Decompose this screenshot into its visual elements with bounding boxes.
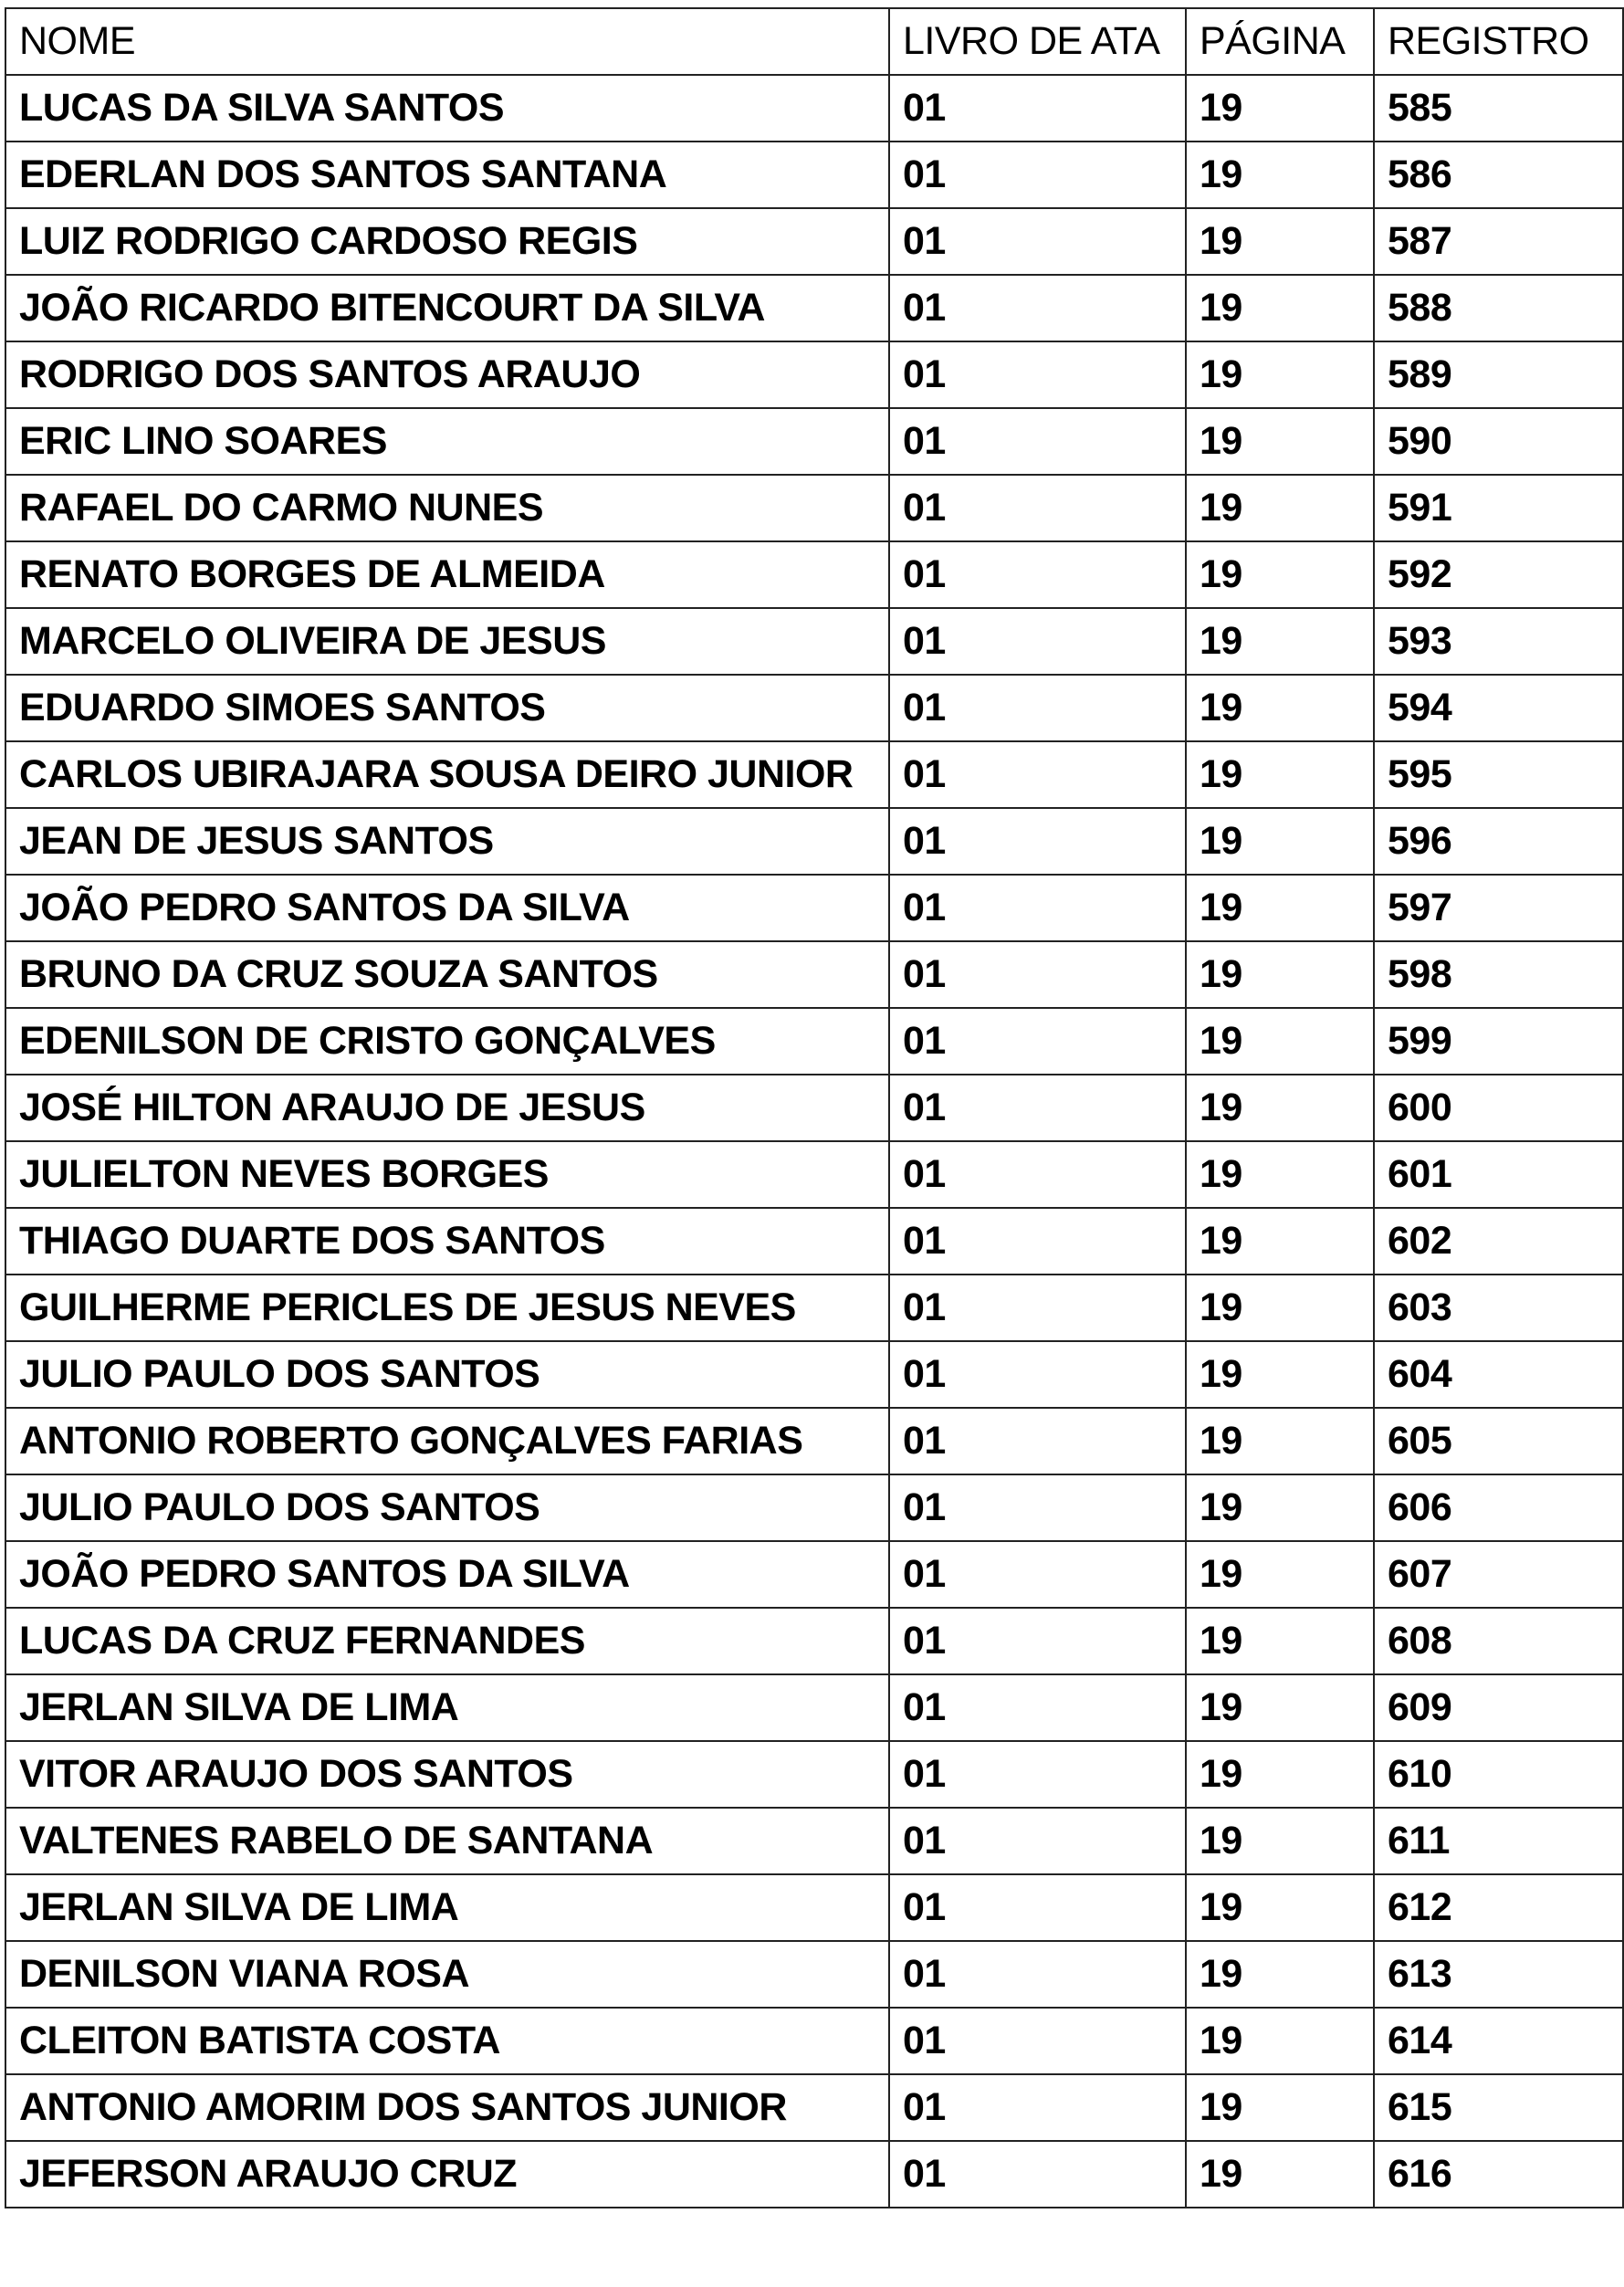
cell-livro-de-ata: 01 bbox=[889, 1941, 1186, 2008]
cell-pagina: 19 bbox=[1186, 1008, 1374, 1075]
cell-nome: ERIC LINO SOARES bbox=[5, 408, 889, 475]
cell-livro-de-ata: 01 bbox=[889, 142, 1186, 208]
cell-nome: JULIO PAULO DOS SANTOS bbox=[5, 1474, 889, 1541]
cell-registro: 607 bbox=[1374, 1541, 1623, 1608]
cell-pagina: 19 bbox=[1186, 1275, 1374, 1341]
cell-pagina: 19 bbox=[1186, 2141, 1374, 2208]
table-row bbox=[5, 941, 1623, 1008]
cell-registro: 609 bbox=[1374, 1674, 1623, 1741]
table-row bbox=[5, 541, 1623, 608]
cell-nome: JOÃO RICARDO BITENCOURT DA SILVA bbox=[5, 275, 889, 341]
cell-livro-de-ata: 01 bbox=[889, 2008, 1186, 2074]
cell-livro-de-ata: 01 bbox=[889, 741, 1186, 808]
cell-livro-de-ata: 01 bbox=[889, 1408, 1186, 1474]
cell-nome: CARLOS UBIRAJARA SOUSA DEIRO JUNIOR bbox=[5, 741, 889, 808]
header-nome: NOME bbox=[5, 8, 889, 75]
cell-registro: 595 bbox=[1374, 741, 1623, 808]
cell-nome: EDUARDO SIMOES SANTOS bbox=[5, 675, 889, 741]
cell-nome: JULIELTON NEVES BORGES bbox=[5, 1141, 889, 1208]
cell-nome: JOÃO PEDRO SANTOS DA SILVA bbox=[5, 875, 889, 941]
cell-registro: 589 bbox=[1374, 341, 1623, 408]
cell-pagina: 19 bbox=[1186, 1808, 1374, 1874]
cell-nome: JOÃO PEDRO SANTOS DA SILVA bbox=[5, 1541, 889, 1608]
cell-pagina: 19 bbox=[1186, 341, 1374, 408]
cell-livro-de-ata: 01 bbox=[889, 2074, 1186, 2141]
cell-pagina: 19 bbox=[1186, 1474, 1374, 1541]
table-row bbox=[5, 1008, 1623, 1075]
cell-livro-de-ata: 01 bbox=[889, 541, 1186, 608]
table-row bbox=[5, 1674, 1623, 1741]
table-row bbox=[5, 1208, 1623, 1275]
cell-nome: LUIZ RODRIGO CARDOSO REGIS bbox=[5, 208, 889, 275]
cell-livro-de-ata: 01 bbox=[889, 941, 1186, 1008]
table-row bbox=[5, 1874, 1623, 1941]
cell-livro-de-ata: 01 bbox=[889, 1341, 1186, 1408]
cell-registro: 615 bbox=[1374, 2074, 1623, 2141]
table-row bbox=[5, 142, 1623, 208]
cell-nome: VALTENES RABELO DE SANTANA bbox=[5, 1808, 889, 1874]
table-row bbox=[5, 808, 1623, 875]
cell-registro: 599 bbox=[1374, 1008, 1623, 1075]
table-row bbox=[5, 1075, 1623, 1141]
table-row bbox=[5, 1541, 1623, 1608]
cell-livro-de-ata: 01 bbox=[889, 1541, 1186, 1608]
cell-nome: BRUNO DA CRUZ SOUZA SANTOS bbox=[5, 941, 889, 1008]
cell-registro: 588 bbox=[1374, 275, 1623, 341]
cell-pagina: 19 bbox=[1186, 875, 1374, 941]
table-row bbox=[5, 208, 1623, 275]
cell-livro-de-ata: 01 bbox=[889, 1874, 1186, 1941]
cell-registro: 606 bbox=[1374, 1474, 1623, 1541]
header-pagina: PÁGINA bbox=[1186, 8, 1374, 75]
cell-pagina: 19 bbox=[1186, 475, 1374, 541]
cell-registro: 603 bbox=[1374, 1275, 1623, 1341]
table-row bbox=[5, 1741, 1623, 1808]
cell-livro-de-ata: 01 bbox=[889, 208, 1186, 275]
cell-registro: 592 bbox=[1374, 541, 1623, 608]
cell-pagina: 19 bbox=[1186, 408, 1374, 475]
cell-nome: THIAGO DUARTE DOS SANTOS bbox=[5, 1208, 889, 1275]
cell-registro: 590 bbox=[1374, 408, 1623, 475]
table-row bbox=[5, 2141, 1623, 2208]
cell-registro: 613 bbox=[1374, 1941, 1623, 2008]
cell-registro: 594 bbox=[1374, 675, 1623, 741]
table-row bbox=[5, 341, 1623, 408]
cell-nome: RAFAEL DO CARMO NUNES bbox=[5, 475, 889, 541]
cell-pagina: 19 bbox=[1186, 675, 1374, 741]
table-row bbox=[5, 1341, 1623, 1408]
table-row bbox=[5, 1474, 1623, 1541]
cell-pagina: 19 bbox=[1186, 741, 1374, 808]
table-row bbox=[5, 675, 1623, 741]
cell-registro: 601 bbox=[1374, 1141, 1623, 1208]
cell-pagina: 19 bbox=[1186, 1941, 1374, 2008]
cell-nome: GUILHERME PERICLES DE JESUS NEVES bbox=[5, 1275, 889, 1341]
cell-pagina: 19 bbox=[1186, 1541, 1374, 1608]
header-livro-de-ata: LIVRO DE ATA bbox=[889, 8, 1186, 75]
cell-livro-de-ata: 01 bbox=[889, 608, 1186, 675]
cell-pagina: 19 bbox=[1186, 1874, 1374, 1941]
cell-pagina: 19 bbox=[1186, 2008, 1374, 2074]
cell-nome: JERLAN SILVA DE LIMA bbox=[5, 1674, 889, 1741]
cell-nome: VITOR ARAUJO DOS SANTOS bbox=[5, 1741, 889, 1808]
table-row bbox=[5, 75, 1623, 142]
table-row bbox=[5, 608, 1623, 675]
cell-livro-de-ata: 01 bbox=[889, 1208, 1186, 1275]
cell-nome: JERLAN SILVA DE LIMA bbox=[5, 1874, 889, 1941]
cell-pagina: 19 bbox=[1186, 1341, 1374, 1408]
cell-livro-de-ata: 01 bbox=[889, 1141, 1186, 1208]
cell-pagina: 19 bbox=[1186, 1408, 1374, 1474]
cell-registro: 608 bbox=[1374, 1608, 1623, 1674]
cell-registro: 611 bbox=[1374, 1808, 1623, 1874]
cell-pagina: 19 bbox=[1186, 1075, 1374, 1141]
cell-nome: ANTONIO AMORIM DOS SANTOS JUNIOR bbox=[5, 2074, 889, 2141]
cell-livro-de-ata: 01 bbox=[889, 808, 1186, 875]
cell-nome: EDENILSON DE CRISTO GONÇALVES bbox=[5, 1008, 889, 1075]
table-row bbox=[5, 1941, 1623, 2008]
cell-pagina: 19 bbox=[1186, 142, 1374, 208]
cell-registro: 591 bbox=[1374, 475, 1623, 541]
cell-nome: MARCELO OLIVEIRA DE JESUS bbox=[5, 608, 889, 675]
cell-livro-de-ata: 01 bbox=[889, 275, 1186, 341]
cell-nome: JEFERSON ARAUJO CRUZ bbox=[5, 2141, 889, 2208]
table-row bbox=[5, 475, 1623, 541]
cell-pagina: 19 bbox=[1186, 808, 1374, 875]
cell-pagina: 19 bbox=[1186, 275, 1374, 341]
cell-registro: 587 bbox=[1374, 208, 1623, 275]
cell-livro-de-ata: 01 bbox=[889, 408, 1186, 475]
cell-pagina: 19 bbox=[1186, 941, 1374, 1008]
cell-registro: 596 bbox=[1374, 808, 1623, 875]
cell-pagina: 19 bbox=[1186, 608, 1374, 675]
cell-pagina: 19 bbox=[1186, 541, 1374, 608]
cell-pagina: 19 bbox=[1186, 75, 1374, 142]
cell-livro-de-ata: 01 bbox=[889, 1741, 1186, 1808]
cell-livro-de-ata: 01 bbox=[889, 1275, 1186, 1341]
cell-livro-de-ata: 01 bbox=[889, 475, 1186, 541]
cell-registro: 593 bbox=[1374, 608, 1623, 675]
cell-livro-de-ata: 01 bbox=[889, 1808, 1186, 1874]
cell-nome: CLEITON BATISTA COSTA bbox=[5, 2008, 889, 2074]
cell-pagina: 19 bbox=[1186, 1608, 1374, 1674]
cell-registro: 586 bbox=[1374, 142, 1623, 208]
cell-pagina: 19 bbox=[1186, 1208, 1374, 1275]
cell-pagina: 19 bbox=[1186, 1141, 1374, 1208]
cell-livro-de-ata: 01 bbox=[889, 1008, 1186, 1075]
cell-livro-de-ata: 01 bbox=[889, 875, 1186, 941]
cell-nome: LUCAS DA CRUZ FERNANDES bbox=[5, 1608, 889, 1674]
cell-registro: 614 bbox=[1374, 2008, 1623, 2074]
cell-livro-de-ata: 01 bbox=[889, 675, 1186, 741]
cell-nome: LUCAS DA SILVA SANTOS bbox=[5, 75, 889, 142]
cell-registro: 610 bbox=[1374, 1741, 1623, 1808]
table-row bbox=[5, 2008, 1623, 2074]
table-body bbox=[5, 75, 1623, 2208]
table-row bbox=[5, 1608, 1623, 1674]
cell-registro: 605 bbox=[1374, 1408, 1623, 1474]
cell-nome: RODRIGO DOS SANTOS ARAUJO bbox=[5, 341, 889, 408]
table-row bbox=[5, 875, 1623, 941]
cell-nome: DENILSON VIANA ROSA bbox=[5, 1941, 889, 2008]
cell-registro: 585 bbox=[1374, 75, 1623, 142]
table-row bbox=[5, 741, 1623, 808]
header-row bbox=[5, 8, 1623, 75]
cell-livro-de-ata: 01 bbox=[889, 1674, 1186, 1741]
table-row bbox=[5, 2074, 1623, 2141]
cell-pagina: 19 bbox=[1186, 1674, 1374, 1741]
table-row bbox=[5, 1275, 1623, 1341]
table-row bbox=[5, 408, 1623, 475]
header-registro: REGISTRO bbox=[1374, 8, 1623, 75]
cell-livro-de-ata: 01 bbox=[889, 2141, 1186, 2208]
table-header bbox=[5, 8, 1623, 75]
table-row bbox=[5, 1808, 1623, 1874]
cell-livro-de-ata: 01 bbox=[889, 1608, 1186, 1674]
cell-registro: 616 bbox=[1374, 2141, 1623, 2208]
cell-nome: EDERLAN DOS SANTOS SANTANA bbox=[5, 142, 889, 208]
cell-nome: JEAN DE JESUS SANTOS bbox=[5, 808, 889, 875]
cell-pagina: 19 bbox=[1186, 1741, 1374, 1808]
cell-livro-de-ata: 01 bbox=[889, 1075, 1186, 1141]
cell-livro-de-ata: 01 bbox=[889, 75, 1186, 142]
table-row bbox=[5, 1141, 1623, 1208]
cell-livro-de-ata: 01 bbox=[889, 1474, 1186, 1541]
cell-registro: 598 bbox=[1374, 941, 1623, 1008]
cell-registro: 612 bbox=[1374, 1874, 1623, 1941]
cell-registro: 604 bbox=[1374, 1341, 1623, 1408]
cell-registro: 602 bbox=[1374, 1208, 1623, 1275]
table-row bbox=[5, 1408, 1623, 1474]
cell-registro: 597 bbox=[1374, 875, 1623, 941]
cell-pagina: 19 bbox=[1186, 208, 1374, 275]
cell-nome: JULIO PAULO DOS SANTOS bbox=[5, 1341, 889, 1408]
cell-nome: ANTONIO ROBERTO GONÇALVES FARIAS bbox=[5, 1408, 889, 1474]
cell-livro-de-ata: 01 bbox=[889, 341, 1186, 408]
table-row bbox=[5, 275, 1623, 341]
cell-nome: JOSÉ HILTON ARAUJO DE JESUS bbox=[5, 1075, 889, 1141]
registry-table bbox=[5, 7, 1624, 2208]
cell-nome: RENATO BORGES DE ALMEIDA bbox=[5, 541, 889, 608]
cell-registro: 600 bbox=[1374, 1075, 1623, 1141]
cell-pagina: 19 bbox=[1186, 2074, 1374, 2141]
